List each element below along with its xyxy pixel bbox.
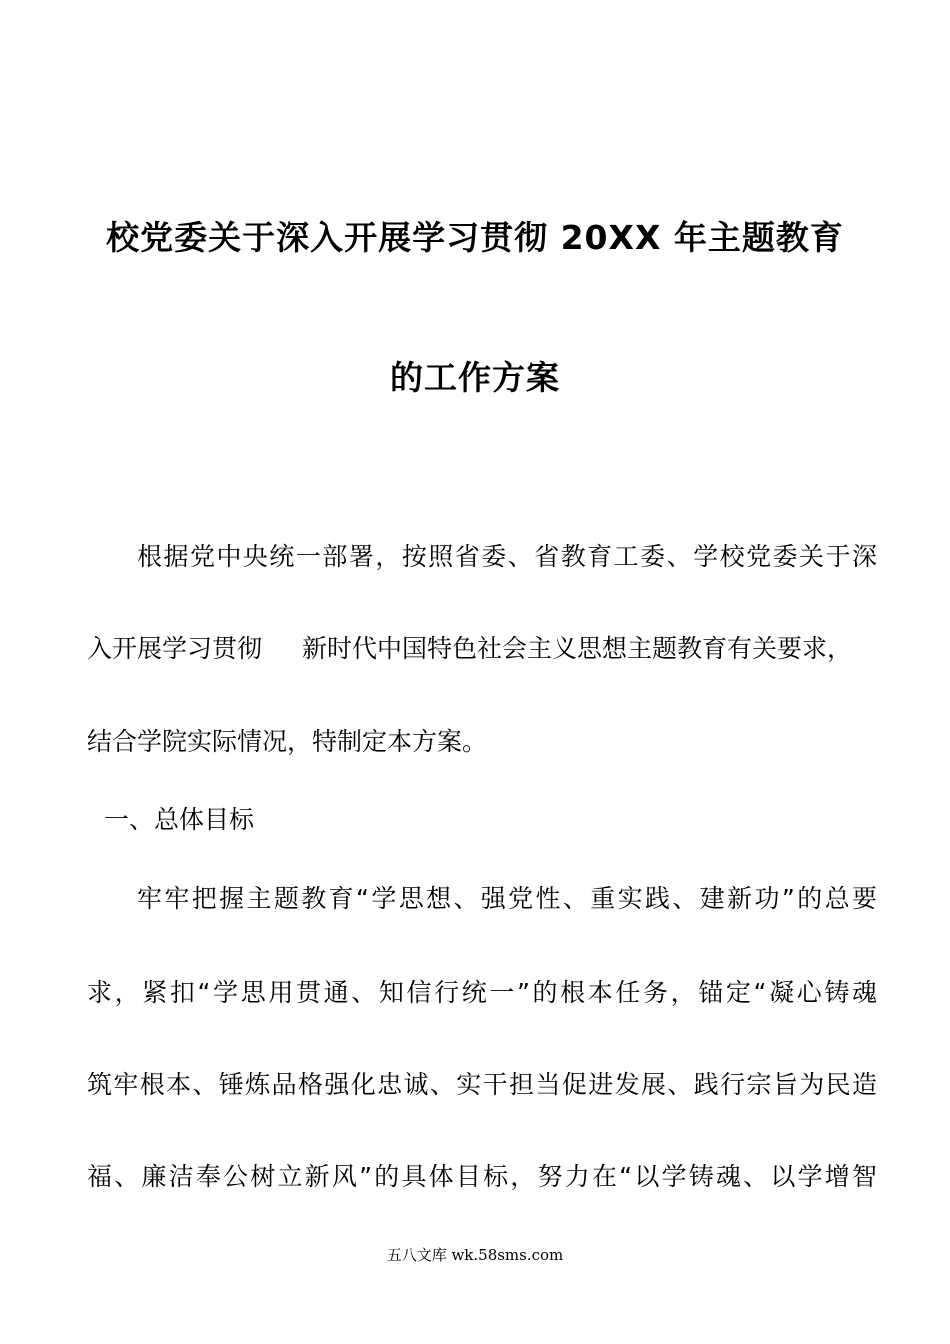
paragraph-2-line-2: 求，紧扣“学思用贯通、知信行统一”的根本任务，锚定“凝心铸魂 — [87, 978, 877, 1007]
paragraph-1-line-2-part-a: 入开展学习贯彻 — [87, 634, 263, 663]
footer-watermark: 五八文库 wk.58sms.com — [386, 1246, 564, 1264]
document-title-line-2: 的工作方案 — [390, 358, 560, 397]
section-1-heading: 一、总体目标 — [104, 805, 255, 834]
paragraph-2-line-4: 福、廉洁奉公树立新风”的具体目标，努力在“以学铸魂、以学增智 — [87, 1162, 877, 1191]
paragraph-1-line-3: 结合学院实际情况，特制定本方案。 — [87, 727, 488, 756]
paragraph-2-line-3: 筑牢根本、锤炼品格强化忠诚、实干担当促进发展、践行宗旨为民造 — [87, 1070, 877, 1099]
document-title-line-1: 校党委关于深入开展学习贯彻 20XX 年主题教育 — [106, 218, 844, 257]
paragraph-2-line-1: 牢牢把握主题教育“学思想、强党性、重实践、建新功”的总要 — [137, 884, 877, 913]
paragraph-1-line-2-part-b: 新时代中国特色社会主义思想主题教育有关要求， — [302, 634, 853, 663]
paragraph-1-line-1: 根据党中央统一部署，按照省委、省教育工委、学校党委关于深 — [137, 542, 877, 571]
paragraph-1-line-2 — [87, 632, 877, 666]
